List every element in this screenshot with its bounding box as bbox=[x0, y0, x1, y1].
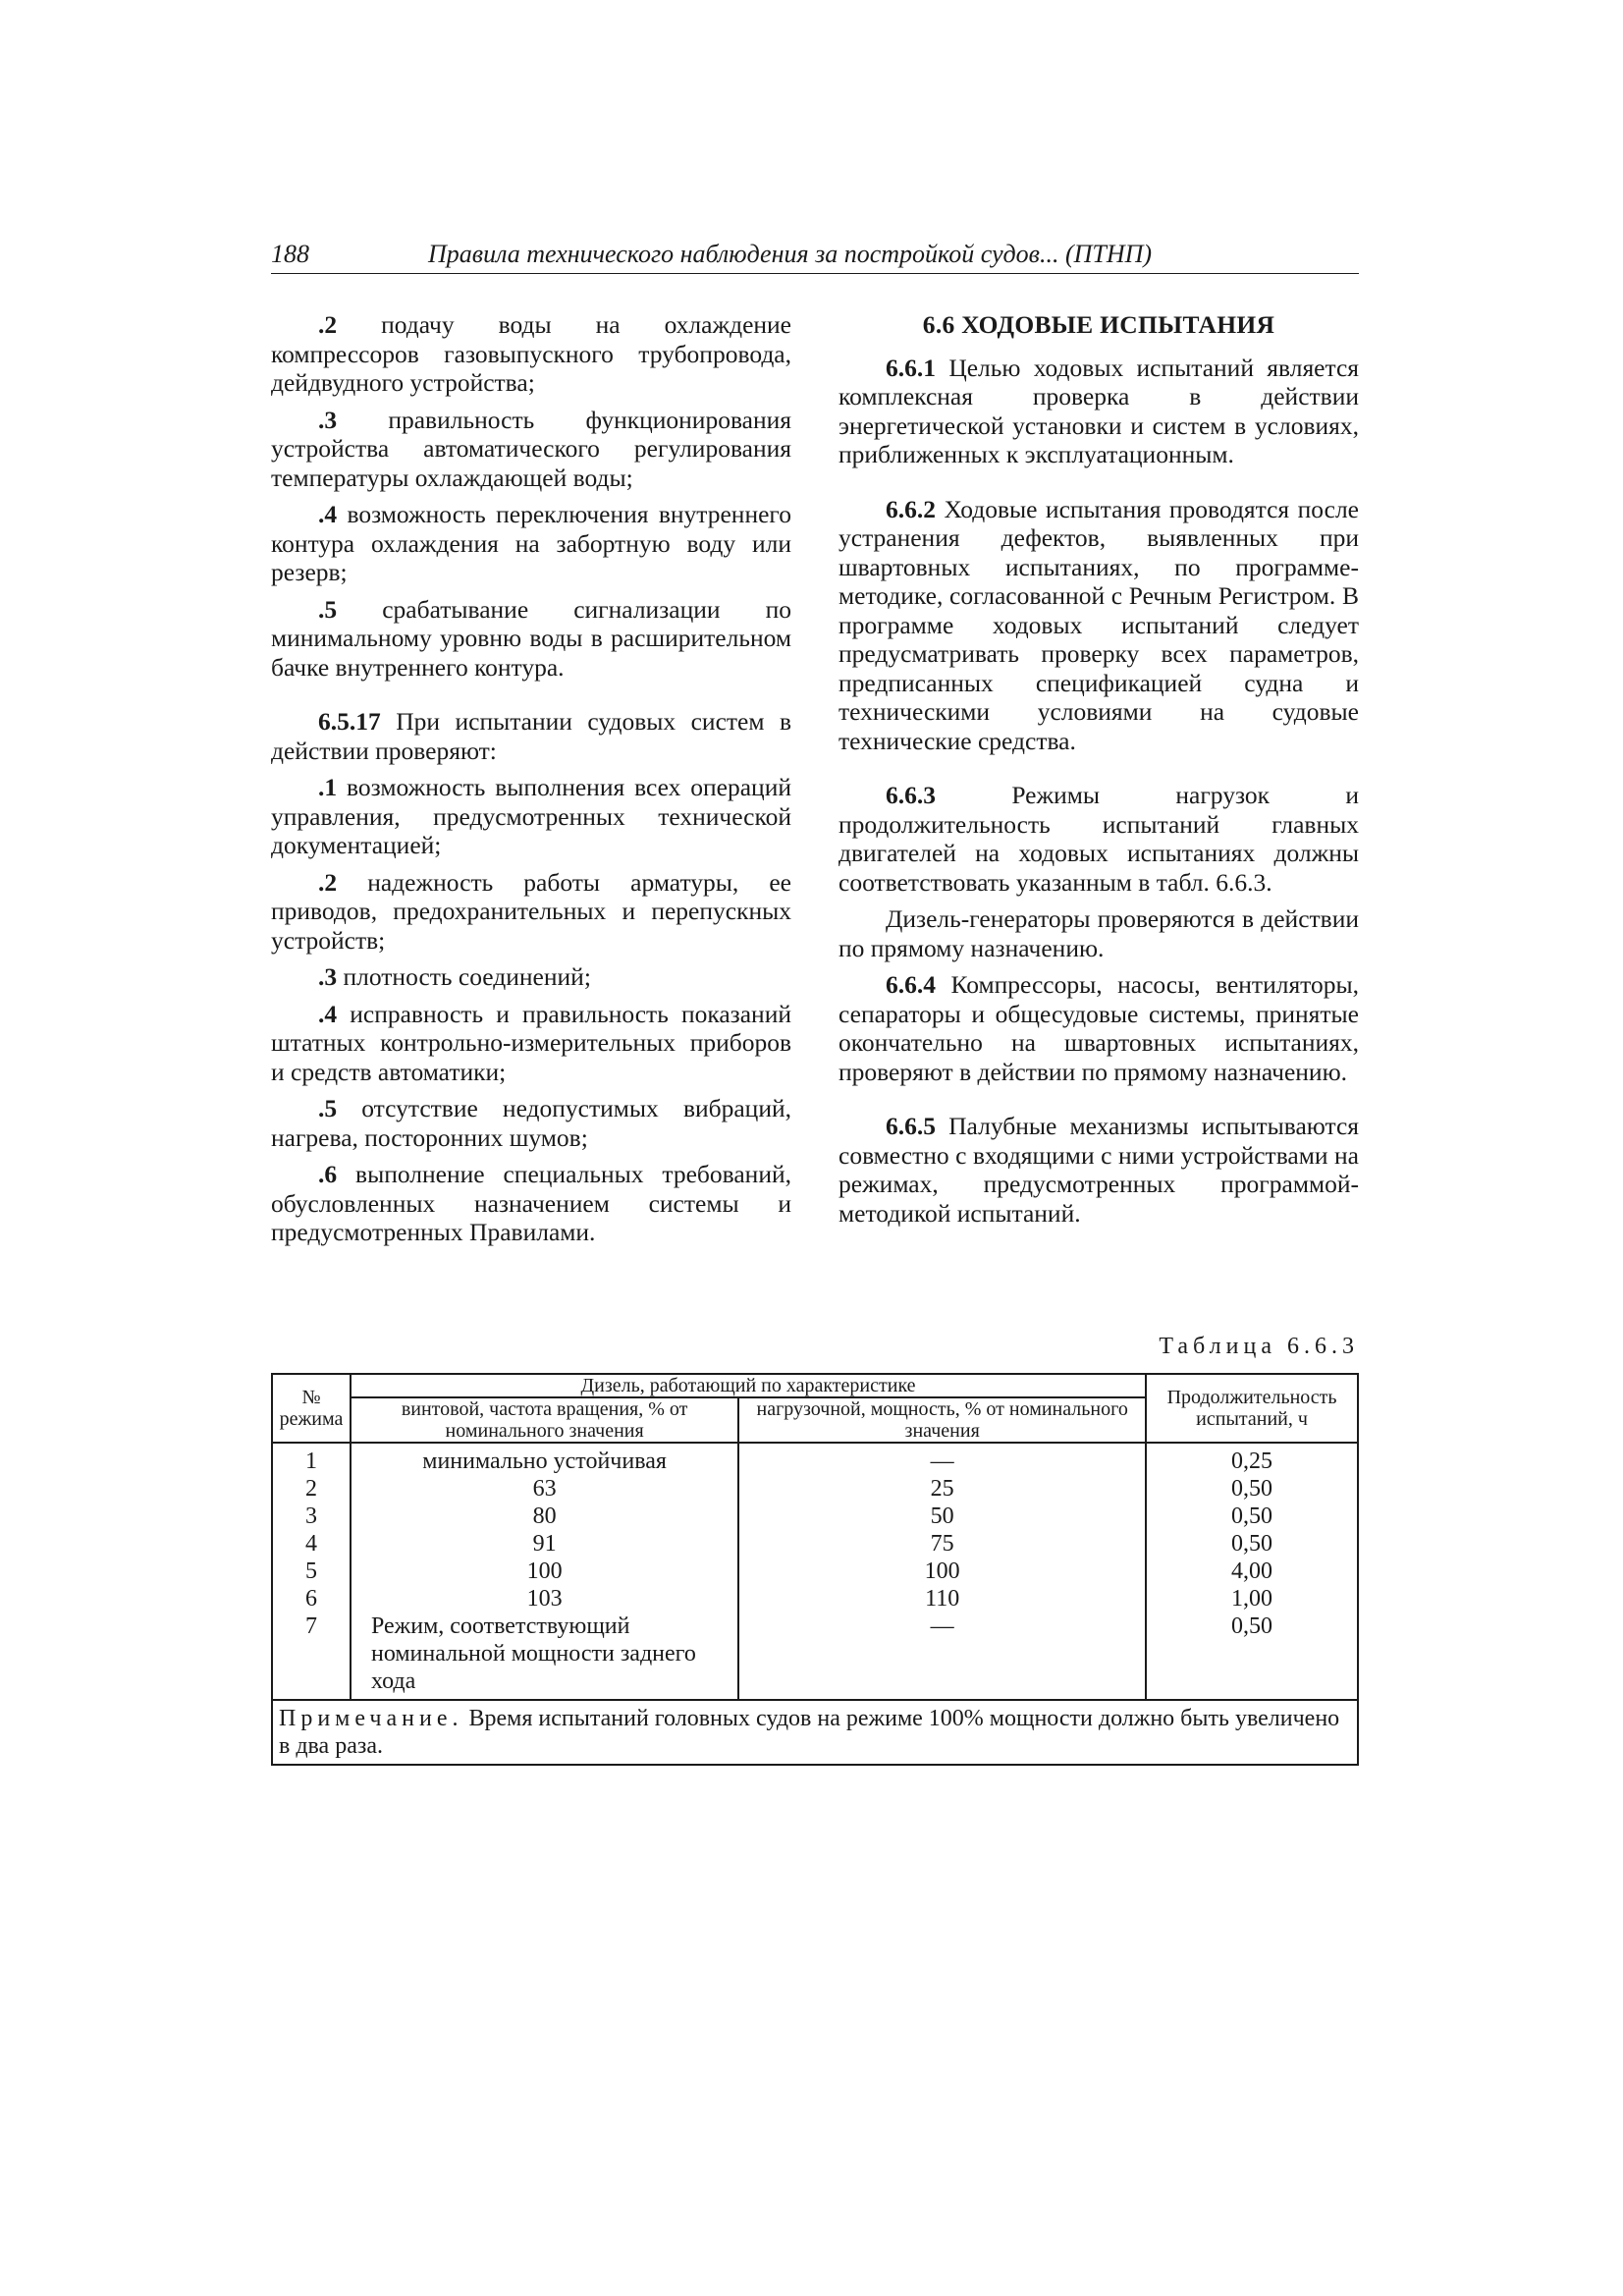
table-row bbox=[272, 1558, 1358, 1585]
paragraph-diesel-generators: Дизель-генераторы проверяются в действии по прямому назначению. bbox=[839, 904, 1359, 962]
list-item: .4 исправность и правильность показаний штатных контрольно-измерительных приборов и средств автоматики; bbox=[271, 999, 791, 1086]
header-diesel-group: Дизель, работающий по характеристике bbox=[351, 1374, 1146, 1397]
right-column bbox=[839, 310, 1359, 1235]
cell-load: — bbox=[738, 1443, 1146, 1475]
clause-6-6-5: 6.6.5 Палубные механизмы испытываются совместно с входящими с ними устройствами на режимах, предусмотренных программой-методикой испытаний. bbox=[839, 1112, 1359, 1228]
clause-6-6-3: 6.6.3 Режимы нагрузок и продолжительность испытаний главных двигателей на ходовых испытаниях должны соответствовать указанным в табл. 6.6.3. bbox=[839, 781, 1359, 897]
note-text: Время испытаний головных судов на режиме 100% мощности должно быть увеличено в два раза. bbox=[279, 1706, 1340, 1759]
table-row bbox=[272, 1530, 1358, 1558]
cell-duration: 0,50 bbox=[1146, 1475, 1358, 1503]
clause-6-5-17: 6.5.17 При испытании судовых систем в действии проверяют: bbox=[271, 707, 791, 765]
cell-propeller: 80 bbox=[351, 1503, 738, 1530]
table-row bbox=[272, 1585, 1358, 1613]
list-item: .3 правильность функционирования устройства автоматического регулирования температуры охлаждающей воды; bbox=[271, 405, 791, 492]
cell-duration: 0,50 bbox=[1146, 1503, 1358, 1530]
note-label: Примечание. bbox=[279, 1706, 463, 1731]
list-item: .5 срабатывание сигнализации по минимальному уровню воды в расширительном бачке внутреннего контура. bbox=[271, 594, 791, 682]
list-item: .2 надежность работы арматуры, ее приводов, предохранительных и перепускных устройств; bbox=[271, 867, 791, 955]
cell-duration: 4,00 bbox=[1146, 1558, 1358, 1585]
table-caption: Таблица 6.6.3 bbox=[1159, 1334, 1359, 1359]
cell-mode: 2 bbox=[272, 1475, 351, 1503]
cell-mode: 4 bbox=[272, 1530, 351, 1558]
cell-load: 110 bbox=[738, 1585, 1146, 1613]
cell-load: — bbox=[738, 1613, 1146, 1700]
cell-load: 75 bbox=[738, 1530, 1146, 1558]
cell-propeller: 91 bbox=[351, 1530, 738, 1558]
cell-duration: 1,00 bbox=[1146, 1585, 1358, 1613]
cell-propeller: 103 bbox=[351, 1585, 738, 1613]
header-mode: № режима bbox=[272, 1374, 351, 1443]
table-row bbox=[272, 1443, 1358, 1475]
cell-mode: 3 bbox=[272, 1503, 351, 1530]
cell-load: 50 bbox=[738, 1503, 1146, 1530]
cell-load: 25 bbox=[738, 1475, 1146, 1503]
table-note bbox=[272, 1700, 1358, 1765]
header-load: нагрузочной, мощность, % от номинального значения bbox=[738, 1397, 1146, 1443]
cell-mode: 6 bbox=[272, 1585, 351, 1613]
header-propeller: винтовой, частота вращения, % от номинального значения bbox=[351, 1397, 738, 1443]
page-number: 188 bbox=[271, 240, 309, 268]
clause-6-6-4: 6.6.4 Компрессоры, насосы, вентиляторы, сепараторы и общесудовые системы, принятые окончательно на швартовных испытаниях, проверяют в действии по прямому назначению. bbox=[839, 970, 1359, 1086]
running-title: Правила технического наблюдения за постройкой судов... (ПТНП) bbox=[428, 240, 1153, 268]
cell-mode: 7 bbox=[272, 1613, 351, 1700]
left-column bbox=[271, 310, 791, 1255]
cell-propeller: минимально устойчивая bbox=[351, 1443, 738, 1475]
table-row bbox=[272, 1613, 1358, 1700]
cell-mode: 1 bbox=[272, 1443, 351, 1475]
header-duration: Продолжительность испытаний, ч bbox=[1146, 1374, 1358, 1443]
clause-6-6-2: 6.6.2 Ходовые испытания проводятся после устранения дефектов, выявленных при швартовных испытаниях, по программе-методике, согласованной с Речным Регистром. В программе ходовых испытаний следует предусматривать проверку всех параметров, предписанных спецификацией судна и техническими условиями на судовые технические средства. bbox=[839, 494, 1359, 755]
page-header bbox=[271, 240, 1359, 274]
list-item: .3 плотность соединений; bbox=[318, 962, 591, 991]
section-heading: 6.6 ХОДОВЫЕ ИСПЫТАНИЯ bbox=[922, 310, 1275, 339]
list-item: .1 возможность выполнения всех операций управления, предусмотренных технической документацией; bbox=[271, 773, 791, 859]
cell-propeller: Режим, соответствующий номинальной мощности заднего хода bbox=[351, 1613, 738, 1700]
list-item: .2 подачу воды на охлаждение компрессоров газовыпускного трубопровода, дейдвудного устройства; bbox=[271, 310, 791, 397]
cell-propeller: 100 bbox=[351, 1558, 738, 1585]
cell-mode: 5 bbox=[272, 1558, 351, 1585]
table-row bbox=[272, 1503, 1358, 1530]
cell-load: 100 bbox=[738, 1558, 1146, 1585]
test-modes-table bbox=[271, 1373, 1359, 1766]
cell-duration: 0,50 bbox=[1146, 1613, 1358, 1700]
cell-duration: 0,50 bbox=[1146, 1530, 1358, 1558]
cell-propeller: 63 bbox=[351, 1475, 738, 1503]
clause-6-6-1: 6.6.1 Целью ходовых испытаний является комплексная проверка в действии энергетической установки и систем в условиях, приближенных к эксплуатационным. bbox=[839, 353, 1359, 468]
table-row bbox=[272, 1475, 1358, 1503]
list-item: .4 возможность переключения внутреннего контура охлаждения на забортную воду или резерв; bbox=[271, 500, 791, 586]
list-item: .6 выполнение специальных требований, обусловленных назначением системы и предусмотренных Правилами. bbox=[271, 1160, 791, 1246]
list-item: .5 отсутствие недопустимых вибраций, нагрева, посторонних шумов; bbox=[271, 1094, 791, 1152]
cell-duration: 0,25 bbox=[1146, 1443, 1358, 1475]
